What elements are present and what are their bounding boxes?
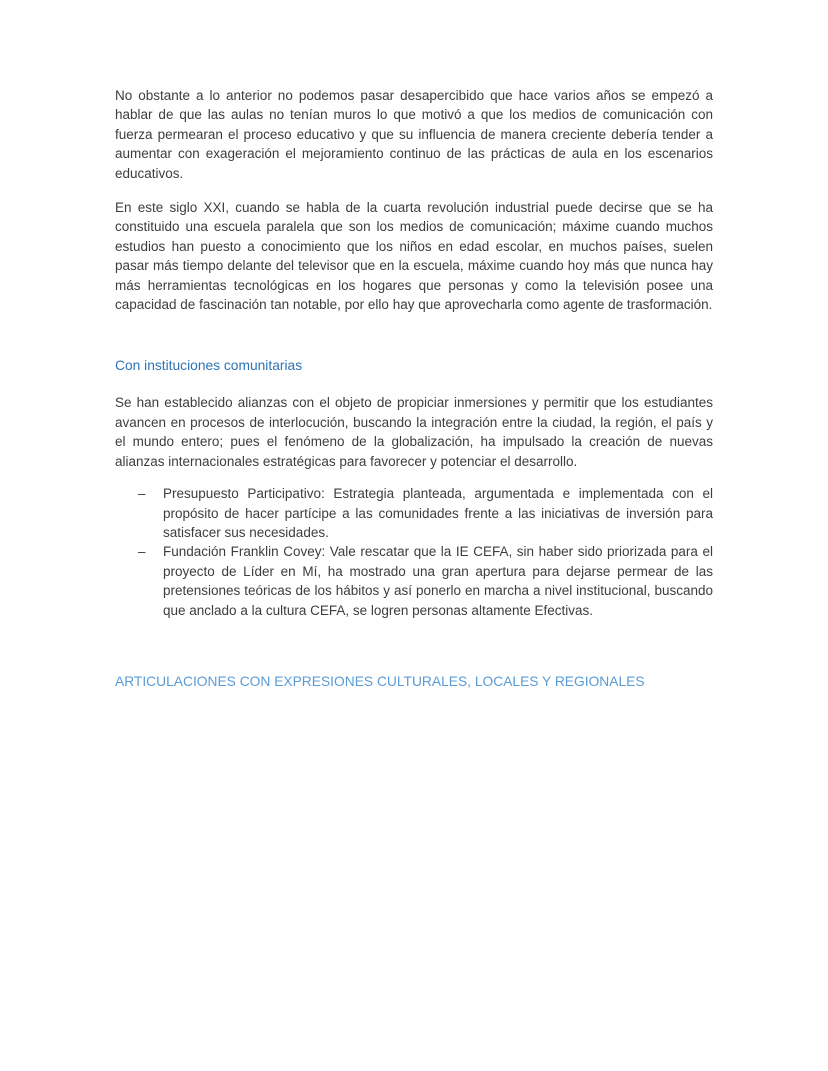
list-item-text: Fundación Franklin Covey: Vale rescatar que la IE CEFA, sin haber sido priorizada para el proyecto de Líder en Mí, ha mostrado una gran apertura para dejarse permear de las pretensiones teóricas de los hábitos y así ponerlo en marcha a nivel institucional, buscando que anclado a la cultura CEFA, se logren personas altamente Efectivas. bbox=[163, 544, 713, 618]
dash-marker: – bbox=[138, 486, 146, 502]
dash-marker: – bbox=[138, 544, 146, 560]
paragraph-siglo-xxi: En este siglo XXI, cuando se habla de la cuarta revolución industrial puede decirse que se ha constituido una escuela paralela que son los medios de comunicación; máxime cuando muchos estudios han puesto a conocimiento que los niños en edad escolar, en muchos países, suelen pasar más tiempo delante del televisor que en la escuela, máxime cuando hoy más que nunca hay más herramientas tecnológicas en los hogares que personas y como la televisión posee una capacidad de fascinación tan notable, por ello hay que aprovecharla como agente de trasformación. bbox=[115, 200, 713, 313]
paragraph-alianzas: Se han establecido alianzas con el objeto de propiciar inmersiones y permitir que los estudiantes avancen en procesos de interlocución, buscando la integración entre la ciudad, la región, el país y el mundo entero; pues el fenómeno de la globalización, ha impulsado la creación de nuevas alianzas internacionales estratégicas para favorecer y potenciar el desarrollo. bbox=[115, 395, 713, 469]
list-item-presupuesto-participativo bbox=[115, 484, 713, 542]
document-content bbox=[115, 86, 713, 691]
bullet-list bbox=[115, 484, 713, 620]
list-item-text: Presupuesto Participativo: Estrategia planteada, argumentada e implementada con el propósito de hacer partícipe a las comunidades frente a las iniciativas de inversión para satisfacer sus necesidades. bbox=[163, 486, 713, 540]
section-heading-instituciones-comunitarias: Con instituciones comunitarias bbox=[115, 358, 303, 374]
section-heading-articulaciones: ARTICULACIONES CON EXPRESIONES CULTURALES, LOCALES Y REGIONALES bbox=[115, 673, 645, 689]
paragraph-aulas-sin-muros: No obstante a lo anterior no podemos pasar desapercibido que hace varios años se empezó a hablar de que las aulas no tenían muros lo que motivó a que los medios de comunicación con fuerza permearan el proceso educativo y que su influencia de manera creciente debería tender a aumentar con exageración el mejoramiento continuo de las prácticas de aula en los escenarios educativos. bbox=[115, 88, 713, 181]
list-item-fundacion-franklin-covey bbox=[115, 542, 713, 620]
